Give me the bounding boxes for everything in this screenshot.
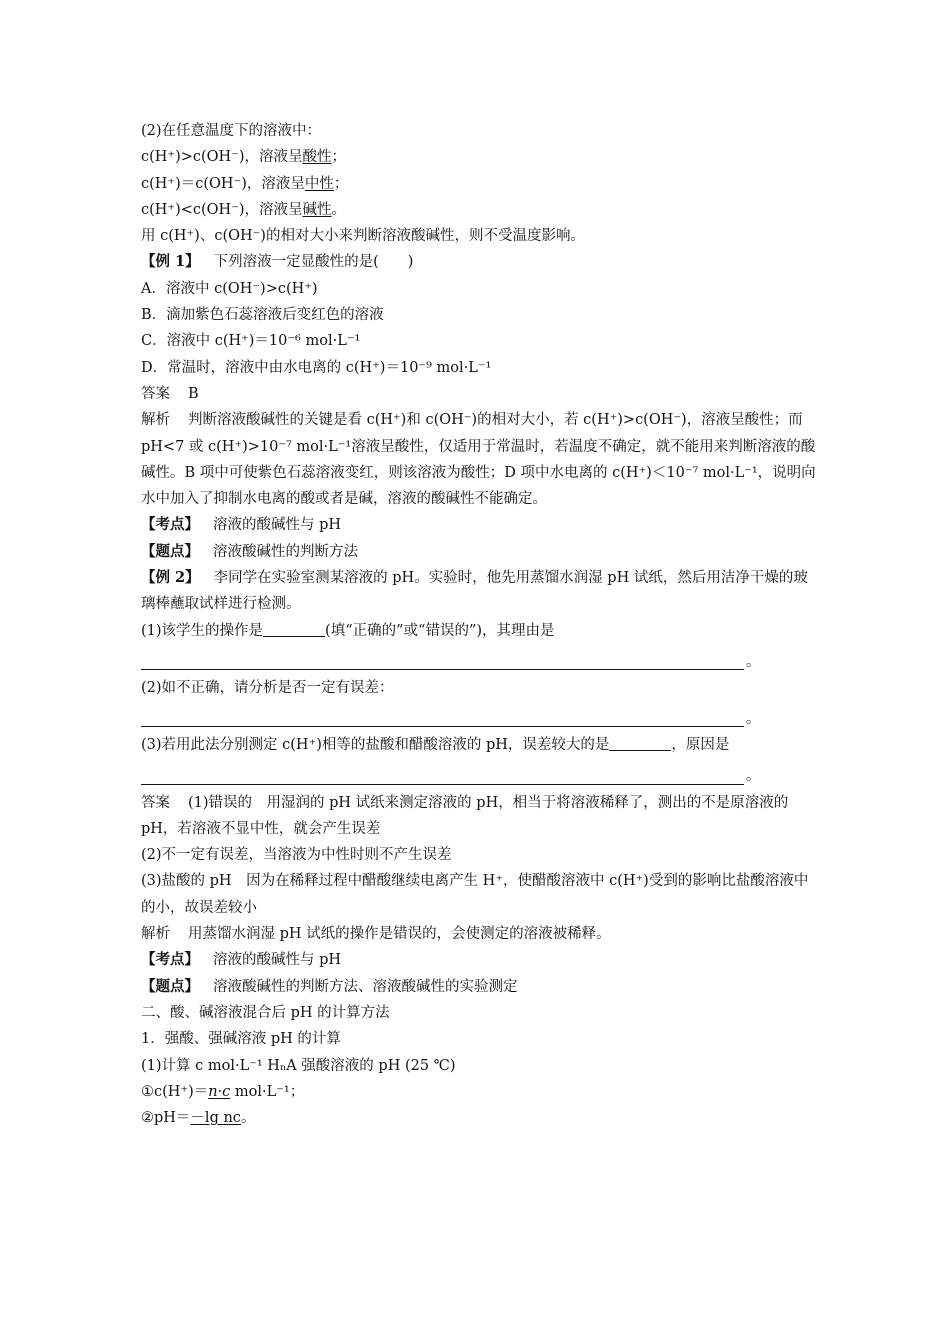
example2-answer-3: (3)盐酸的 pH 因为在稀释过程中醋酸继续电离产生 H⁺，使醋酸溶液中 c(H⁺)受到的影响比盐酸溶液中的小，故误差较小 [141,873,809,916]
case-basic: c(H⁺)<c(OH⁻)，溶液呈碱性。 [141,201,347,218]
answer-blank-2[interactable] [609,736,671,751]
answer-neutral: 中性 [304,175,334,192]
answer-basic: 碱性 [302,201,332,218]
answer-line-3[interactable]: 。 [141,759,821,790]
section2-title: 二、酸、碱溶液混合后 pH 的计算方法 [141,1004,390,1021]
example1-option-d: D．常温时，溶液中由水电离的 c(H⁺)＝10⁻⁹ mol·L⁻¹ [141,359,492,376]
section2-item1: (1)计算 c mol·L⁻¹ HₙA 强酸溶液的 pH (25 ℃) [141,1057,456,1074]
formula-2: ②pH＝－lg nc。 [141,1110,256,1127]
example1-kaodian: 【考点】 溶液的酸碱性与 pH [141,516,342,534]
formula-1-answer: n·c [208,1083,231,1100]
answer-blank-1[interactable] [263,622,325,637]
case-acidic: c(H⁺)>c(OH⁻)，溶液呈酸性； [141,149,347,166]
example2-answer-1: 答案 (1)错误的 用湿润的 pH 试纸来测定溶液的 pH，相当于将溶液稀释了，测出的不是原溶液的 pH，若溶液不显中性，就会产生误差 [141,794,789,837]
part2-summary: 用 c(H⁺)、c(OH⁻)的相对大小来判断溶液酸碱性，则不受温度影响。 [141,228,585,245]
example1-analysis: 解析 判断溶液酸碱性的关键是看 c(H⁺)和 c(OH⁻)的相对大小，若 c(H⁺)>c(OH⁻)，溶液呈酸性；而 pH<7 或 c(H⁺)>10⁻⁷ mol·L⁻¹溶液呈酸性，仅适用于常温时，若温度不确定，就不能用来判断溶液的酸碱性。B 项中可使紫色石蕊溶液变红，则该溶液为酸性；D 项中水电离的 c(H⁺)＜10⁻⁷ mol·L⁻¹，说明向水中加入了抑制水电离的酸或者是碱，溶液的酸碱性不能确定。 [141,412,816,508]
example2-answer-2: (2)不一定有误差，当溶液为中性时则不产生误差 [141,847,452,864]
part2-heading: (2)在任意温度下的溶液中： [141,123,322,139]
section2-subtitle: 1．强酸、强碱溶液 pH 的计算 [141,1031,341,1048]
example2-analysis: 解析 用蒸馏水润湿 pH 试纸的操作是错误的，会使测定的溶液被稀释。 [141,926,611,943]
example1-answer: 答案 B [141,385,199,402]
answer-line-1[interactable]: 。 [141,644,821,675]
answer-line-2[interactable]: 。 [141,701,821,732]
example1-tag: 【例 1】 [141,253,200,271]
formula-2-answer: －lg nc [190,1110,241,1127]
example1-option-a: A．溶液中 c(OH⁻)>c(H⁺) [141,280,318,297]
formula-1: ①c(H⁺)＝n·c mol·L⁻¹； [141,1083,305,1100]
example2-q2: (2)如不正确，请分析是否一定有误差： [141,679,394,696]
example2-question: 【例 2】 李同学在实验室测某溶液的 pH。实验时，他先用蒸馏水润湿 pH 试纸，然后用洁净干燥的玻璃棒蘸取试样进行检测。 [141,569,808,613]
document-page [141,118,821,1131]
example1-tidian: 【题点】 溶液酸碱性的判断方法 [141,542,358,560]
example2-tidian: 【题点】 溶液酸碱性的判断方法、溶液酸碱性的实验测定 [141,977,518,995]
case-neutral: c(H⁺)＝c(OH⁻)，溶液呈中性； [141,175,349,192]
example2-kaodian: 【考点】 溶液的酸碱性与 pH [141,951,342,969]
example2-q1: (1)该学生的操作是 (填“正确的”或“错误的”)，其理由是 [141,622,555,639]
example1-option-b: B．滴加紫色石蕊溶液后变红色的溶液 [141,307,384,324]
example2-tag: 【例 2】 [141,569,200,587]
example2-q3: (3)若用此法分别测定 c(H⁺)相等的盐酸和醋酸溶液的 pH，误差较大的是 ，原因是 [141,737,730,754]
answer-acidic: 酸性 [302,149,332,166]
example1-question: 【例 1】 下列溶液一定显酸性的是( ) [141,253,414,271]
example1-option-c: C．溶液中 c(H⁺)＝10⁻⁶ mol·L⁻¹ [141,333,361,350]
